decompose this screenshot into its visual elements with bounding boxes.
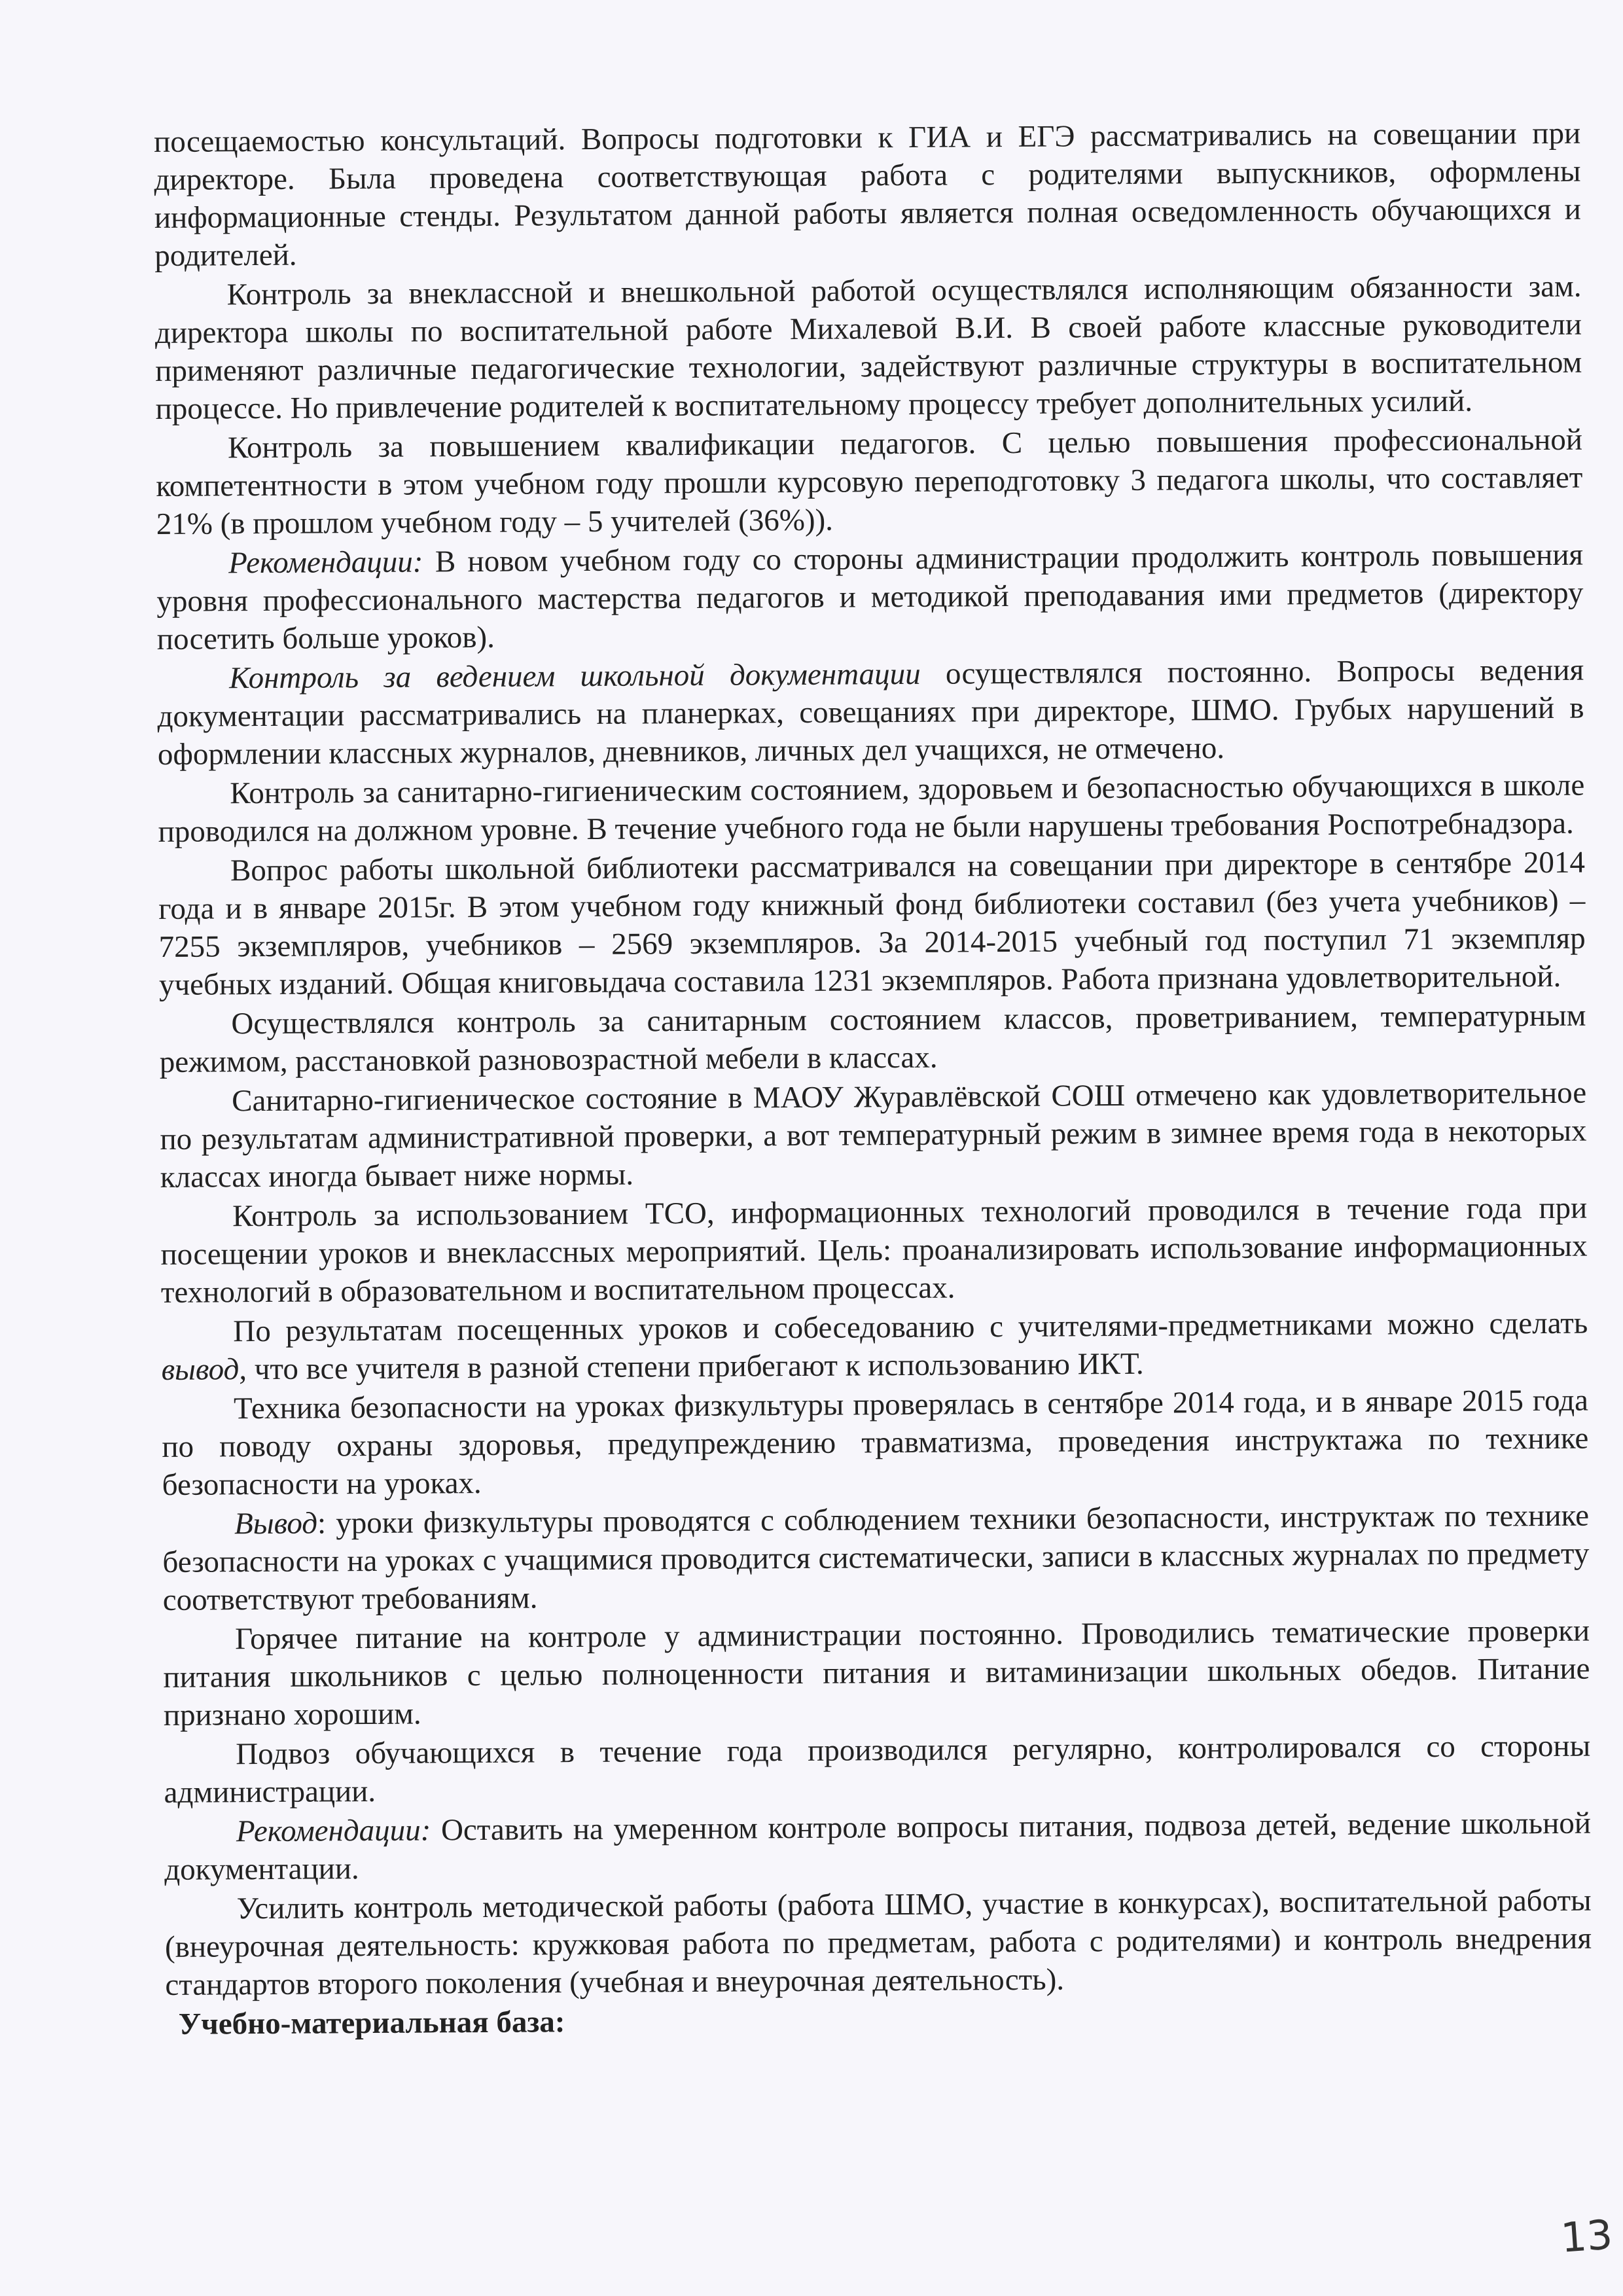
paragraph (154, 268, 1582, 428)
paragraph (163, 1612, 1590, 1734)
text-run: Контроль за санитарно-гигиеническим состоянием, здоровьем и безопасностью обучающихся в школе проводился на должном уровне. В течение учебного года не были нарушены требования Роспотребнадзора. (158, 768, 1585, 849)
text-run: Усилить контроль методической работы (работа ШМО, участие в конкурсах), воспитательной работы (внеурочная деятельность: кружковая работа по предметам, работа с родителями) и контроль внедрения стандартов второго поколения (учебная и внеурочная деятельность). (164, 1883, 1592, 2002)
paragraph (164, 1804, 1592, 1889)
paragraph (162, 1497, 1590, 1619)
paragraph (154, 115, 1581, 275)
italic-text: Рекомендации: (228, 545, 423, 581)
text-run: Техника безопасности на уроках физкультуры проверялась в сентябре 2014 года, и в январе 2015 года по поводу охраны здоровья, предупреждению травматизма, проведения инструктажа по технике безопасности на уроках. (162, 1383, 1589, 1502)
text-run: : уроки физкультуры проводятся с соблюдением техники безопасности, инструктаж по технике безопасности на уроках с учащимися проводится систематически, записи в классных журналах по предмету соответствуют требованиям. (162, 1498, 1590, 1617)
paragraph (164, 1727, 1591, 1812)
text-run: По результатам посещенных уроков и собеседованию с учителями-предметниками можно сделать (233, 1306, 1588, 1349)
text-run: Осуществлялся контроль за санитарным состоянием классов, проветриванием, температурным режимом, расстановкой разновозрастной мебели в классах. (159, 998, 1586, 1079)
text-run: посещаемостью консультаций. Вопросы подготовки к ГИА и ЕГЭ рассматривались на совещании при директоре. Была проведена соответствующая работа с родителями выпускников, оформлены информационные стенды. Результатом данной работы является полная осведомленность обучающихся и родителей. (154, 116, 1582, 273)
section-heading: Учебно-материальная база: (178, 2005, 565, 2041)
paragraph (160, 1189, 1588, 1312)
text-run: осуществлялся постоянно. Вопросы ведения документации рассматривались на планерках, совещаниях при директоре, ШМО. Грубых нарушений в оформлении классных журналов, дневников, личных дел учащихся, не отмечено. (157, 653, 1584, 772)
text-run: Вопрос работы школьной библиотеки рассматривался на совещании при директоре в сентябре 2014 года и в январе 2015г. В этом учебном году книжный фонд библиотеки составил (без учета учебников) – 7255 экземпляров, учебников – 2569 экземпляров. За 2014-2015 учебный год поступил 71 экземпляр учебных изданий. Общая книговыдача составила 1231 экземпляров. Работа признана удовлетворительной. (158, 845, 1586, 1002)
paragraph (157, 651, 1584, 774)
paragraph (162, 1382, 1589, 1504)
text-run: Подвоз обучающихся в течение года производился регулярно, контролировался со стороны администрации. (164, 1729, 1591, 1810)
paragraph (158, 766, 1585, 851)
paragraph (156, 536, 1584, 658)
text-run: Санитарно-гигиеническое состояние в МАОУ Журавлёвской СОШ отмечено как удовлетворительное по результатам административной проверки, а вот температурный режим в зимнее время года в некоторых классах иногда бывает ниже нормы. (160, 1075, 1587, 1194)
text-run: Оставить на умеренном контроле вопросы питания, подвоза детей, ведение школьной документации. (164, 1806, 1592, 1887)
text-run: В новом учебном году со стороны администрации продолжить контроль повышения уровня профессионального мастерства педагогов и методикой преподавания ими предметов (директору посетить больше уроков). (156, 537, 1584, 656)
paragraphs (154, 115, 1592, 2004)
document-body (154, 115, 1592, 2045)
paragraph (159, 997, 1586, 1081)
text-run: Горячее питание на контроле у администрации постоянно. Проводились тематические проверки питания школьников с целью полноценности питания и витаминизации школьных обедов. Питание признано хорошим. (163, 1613, 1590, 1732)
paragraph (161, 1304, 1588, 1389)
italic-text: Контроль за ведением школьной документации (229, 656, 921, 696)
paragraph (156, 421, 1583, 543)
italic-text: Рекомендации: (236, 1813, 431, 1849)
page-number: 13 (1559, 2210, 1614, 2262)
italic-text: Вывод (234, 1506, 318, 1541)
paragraph (160, 1074, 1587, 1196)
text-run: что все учителя в разной степени прибегают к использованию ИКТ. (246, 1346, 1144, 1387)
paragraph (164, 1882, 1592, 2004)
italic-text: вывод, (161, 1352, 247, 1387)
paragraph (158, 844, 1586, 1004)
text-run: Контроль за использованием ТСО, информационных технологий проводился в течение года при посещении уроков и внеклассных мероприятий. Цель: проанализировать использование информационных технологий в образовательном и воспитательном процессах. (160, 1191, 1588, 1310)
text-run: Контроль за повышением квалификации педагогов. С целью повышения профессиональной компетентности в этом учебном году прошли курсовую переподготовку 3 педагога школы, что составляет 21% (в прошлом учебном году – 5 учителей (36%)). (156, 422, 1583, 541)
text-run: Контроль за внеклассной и внешкольной работой осуществлялся исполняющим обязанности зам. директора школы по воспитательной работе Михалевой В.И. В своей работе классные руководители применяют различные педагогические технологии, задействуют различные структуры в воспитательном процессе. Но привлечение родителей к воспитательному процессу требует дополнительных усилий. (154, 269, 1582, 426)
